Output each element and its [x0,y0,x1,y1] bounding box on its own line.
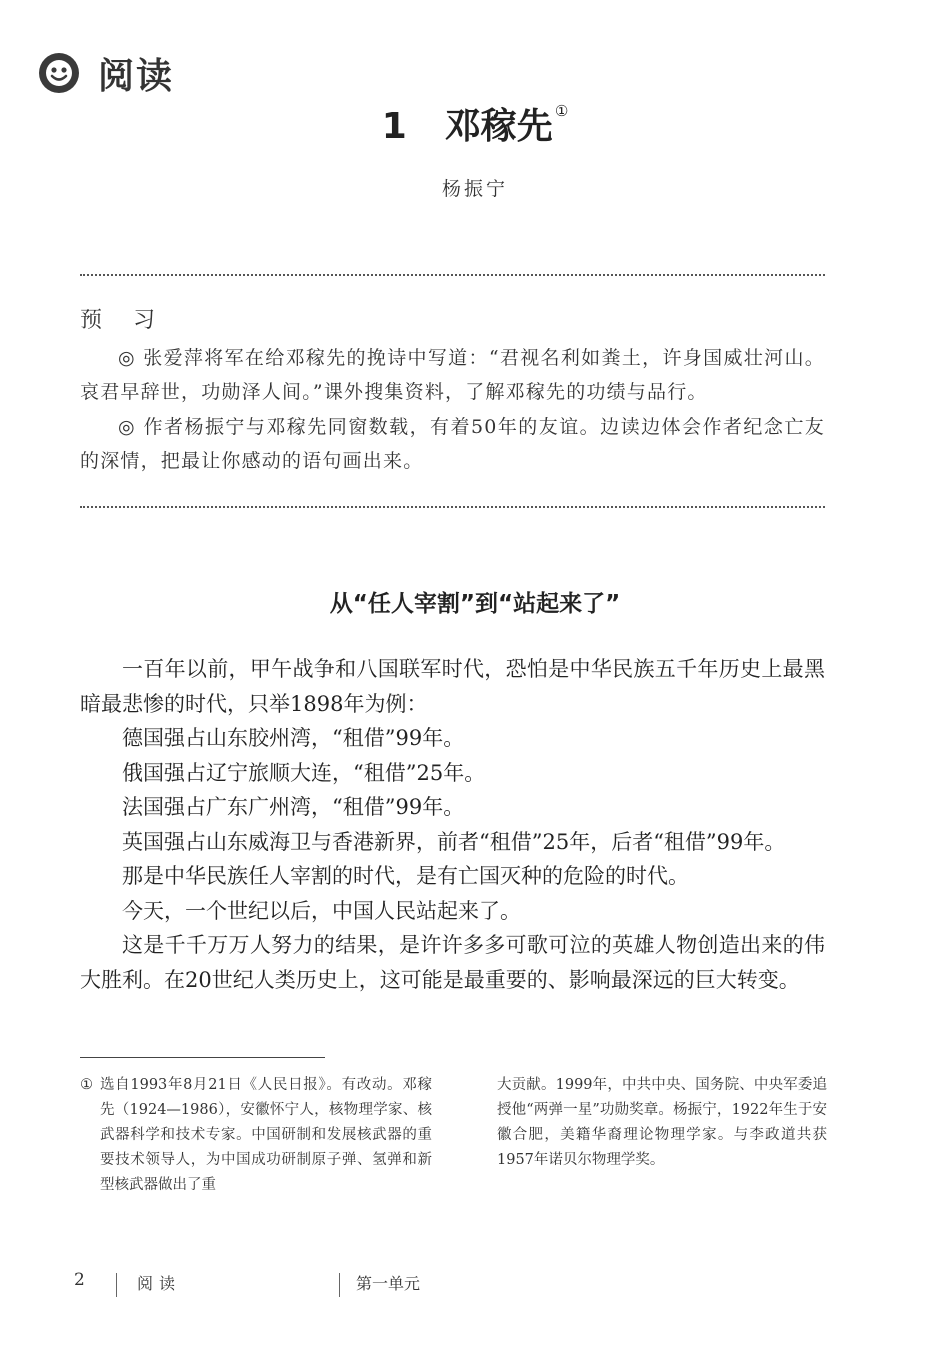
footer-divider [339,1273,340,1297]
dotted-divider-top [80,274,825,276]
footnote-rule [80,1057,325,1058]
section-header [38,45,174,101]
smiley-face-icon [38,52,80,94]
footer-divider [116,1273,117,1297]
section-label: 阅读 [98,55,175,97]
paragraph: 英国强占山东威海卫与香港新界，前者“租借”25年，后者“租借”99年。 [122,829,786,854]
footer-section: 阅读 [137,1274,182,1293]
page-number: 2 [74,1270,85,1290]
footnote-text: 选自1993年8月21日《人民日报》。有改动。邓稼先（1924—1986），安徽怀宁人，核物理学家、核武器科学和技术专家。中国研制和发展核武器的重要技术领导人，为中国成功研制原子弹、氢弹和新型核武器做出了重 [100,1077,432,1193]
section-title: 从“任人宰割”到“站起来了” [329,591,621,617]
preview-label: 预 习 [80,308,167,333]
footnote-reference: ① [554,102,569,120]
footnote-left-column [80,1073,432,1198]
paragraph: 一百年以前，甲午战争和八国联军时代，恐怕是中华民族五千年历史上最黑暗最悲惨的时代，只举1898年为例： [80,657,825,716]
preview-item: ◎ 张爱萍将军在给邓稼先的挽诗中写道：“君视名利如粪土，许身国威壮河山。哀君早辞世，功勋泽人间。”课外搜集资料，了解邓稼先的功绩与品行。 [80,347,825,403]
footer-unit: 第一单元 [356,1274,421,1293]
paragraph: 德国强占山东胶州湾，“租借”99年。 [122,726,465,750]
dotted-divider-bottom [80,506,825,508]
paragraph: 俄国强占辽宁旅顺大连，“租借”25年。 [122,760,486,785]
paragraph: 法国强占广东广州湾，“租借”99年。 [122,795,465,819]
author-name: 杨振宁 [441,178,508,200]
lesson-title-text: 邓稼先 [444,106,553,147]
paragraph: 那是中华民族任人宰割的时代，是有亡国灭种的危险的时代。 [122,864,689,888]
footnote-right-column: 大贡献。1999年，中共中央、国务院、中央军委追授他“两弹一星”功勋奖章。杨振宁，1922年生于安徽合肥，美籍华裔理论物理学家。与李政道共获1957年诺贝尔物理学奖。 [497,1077,827,1168]
lesson-number: 1 [381,106,407,147]
preview-item: ◎ 作者杨振宁与邓稼先同窗数载，有着50年的友谊。边读边体会作者纪念亡友的深情，把最让你感动的语句画出来。 [80,416,825,472]
footnote-marker: ① [80,1077,93,1093]
paragraph: 今天，一个世纪以后，中国人民站起来了。 [122,898,521,923]
paragraph: 这是千千万万人努力的结果，是许许多多可歌可泣的英雄人物创造出来的伟大胜利。在20世纪人类历史上，这可能是最重要的、影响最深远的巨大转变。 [80,933,825,992]
lesson-title [0,98,950,149]
body-text [80,652,825,997]
